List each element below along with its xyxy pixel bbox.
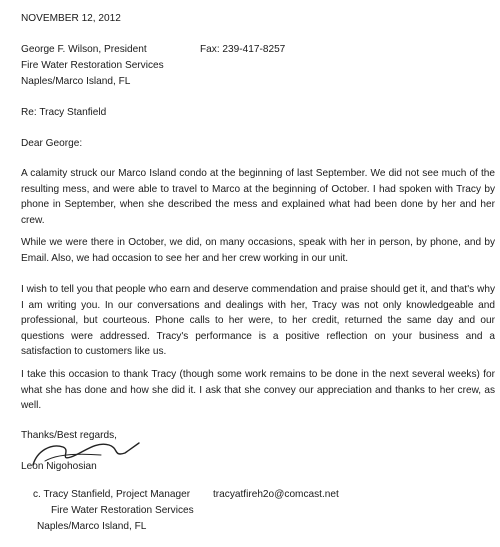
cc-company: Fire Water Restoration Services bbox=[51, 505, 194, 516]
recipient-location: Naples/Marco Island, FL bbox=[21, 76, 131, 87]
paragraph-2: While we were there in October, we did, on many occasions, speak with her in person, by phone, and by Email. Also, we had occasion to see her and her crew working in our unit. bbox=[21, 237, 495, 264]
paragraph-4: I take this occasion to thank Tracy (though some work remains to be done in the next several weeks) for what she has done and how she did it. I ask that she convey our appreciation and thanks to her crew, as well. bbox=[21, 369, 495, 411]
subject-line: Re: Tracy Stanfield bbox=[21, 107, 107, 118]
letter-date: NOVEMBER 12, 2012 bbox=[21, 13, 121, 24]
paragraph-3: I wish to tell you that people who earn and deserve commendation and praise should get it, and that's why I am writing you. In our conversations and dealings with her, Tracy was not only knowledgeable and professional, but courteous. Phone calls to her were, to her credit, returned the same day and our questions were addressed. Tracy's performance is a positive reflection on your business and a satisfaction to customers like us. bbox=[21, 284, 495, 357]
signer-name: Leon Nigohosian bbox=[21, 461, 97, 472]
closing: Thanks/Best regards, bbox=[21, 430, 117, 441]
cc-line: c. Tracy Stanfield, Project Manager bbox=[33, 489, 191, 500]
recipient-fax: Fax: 239-417-8257 bbox=[200, 44, 286, 55]
salutation: Dear George: bbox=[21, 138, 83, 149]
cc-email: tracyatfireh2o@comcast.net bbox=[213, 489, 339, 500]
recipient-company: Fire Water Restoration Services bbox=[21, 60, 164, 71]
recipient-name: George F. Wilson, President bbox=[21, 44, 147, 55]
paragraph-1: A calamity struck our Marco Island condo at the beginning of last September. We did not see much of the resulting mess, and were able to travel to Marco at the beginning of October. I had spoken with Tracy by phone in September, when she described the mess and explained what had been done by her and her crew. bbox=[21, 168, 495, 226]
cc-location: Naples/Marco Island, FL bbox=[37, 521, 147, 532]
